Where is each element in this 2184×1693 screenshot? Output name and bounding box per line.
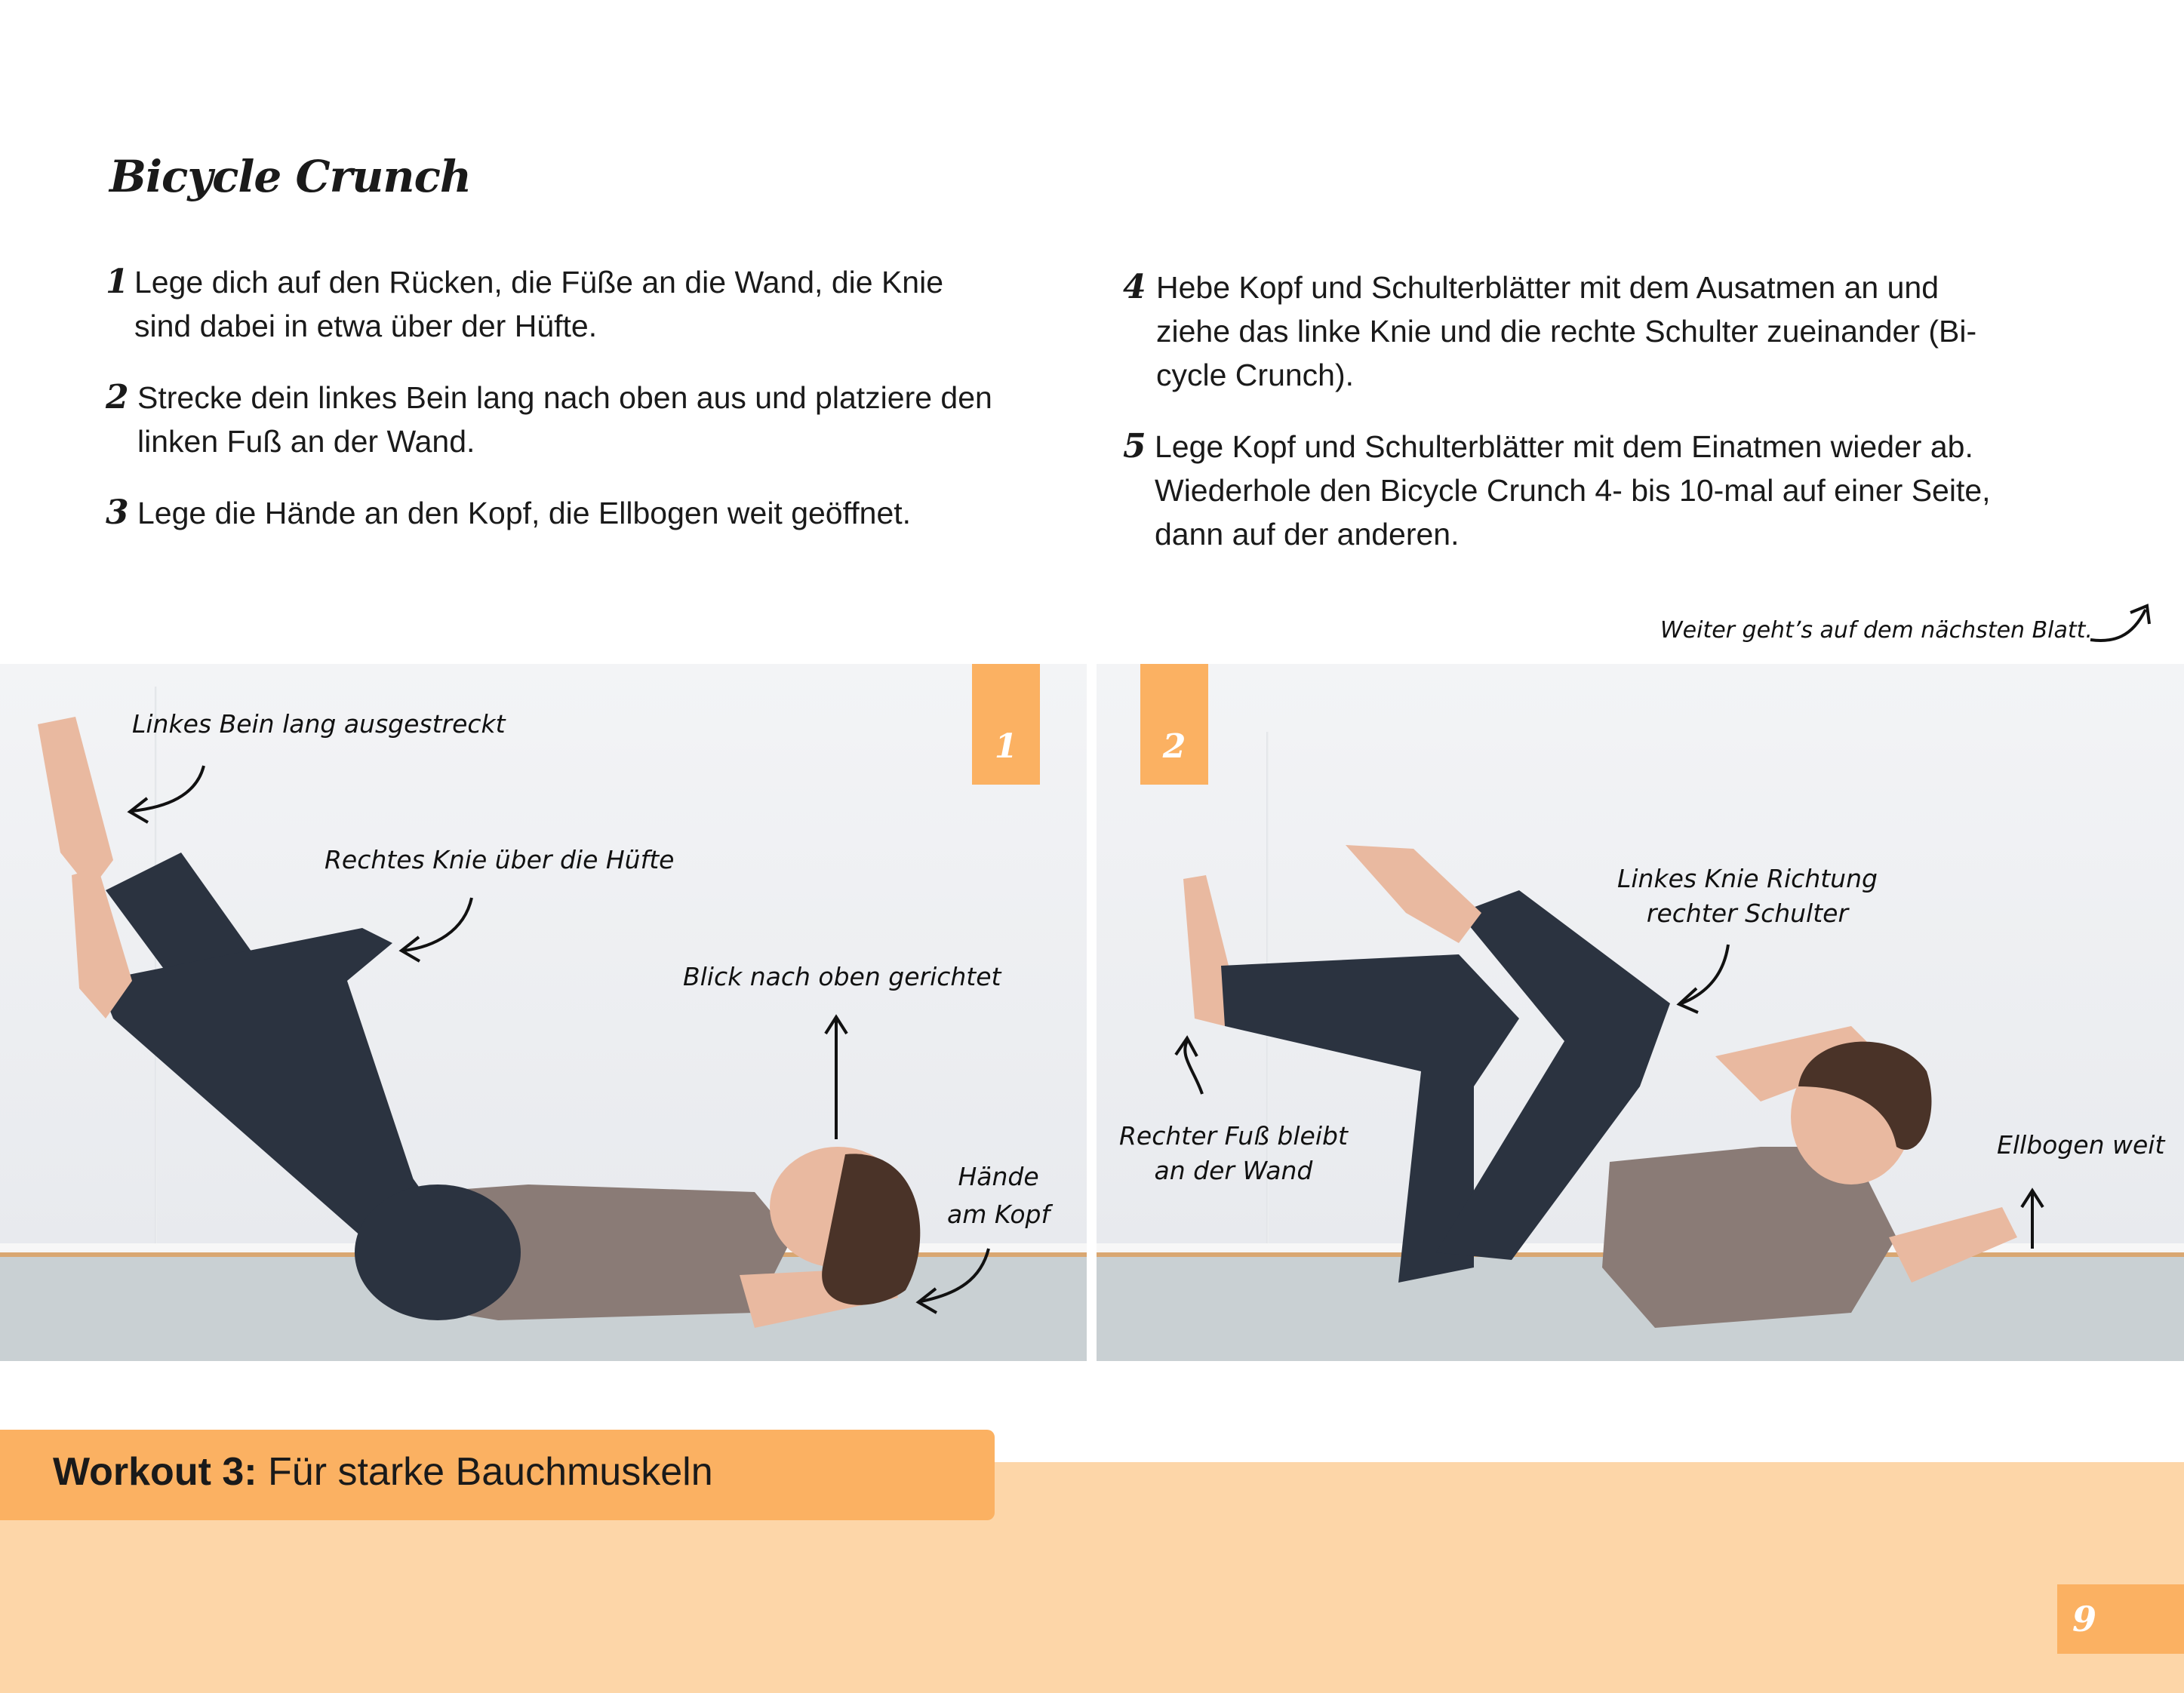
page-title: Bicycle Crunch bbox=[109, 151, 472, 202]
arrow-leg-icon bbox=[132, 766, 204, 811]
step-4-line-1: Hebe Kopf und Schulterblätter mit dem Ausatmen an und bbox=[1156, 270, 1939, 305]
workout-tab bbox=[0, 1430, 995, 1520]
workout-label: Workout 3: bbox=[53, 1450, 257, 1494]
label-leg-extended: Linkes Bein lang ausgestreckt bbox=[132, 709, 506, 739]
step-1-line-2: sind dabei in etwa über der Hüfte. bbox=[134, 309, 598, 343]
step-1-line-1: Lege dich auf den Rücken, die Füße an die Wand, die Knie bbox=[134, 265, 944, 300]
step-3 bbox=[106, 491, 912, 535]
annotation-arrows-1 bbox=[0, 664, 1087, 1361]
label-elbow-wide: Ellbogen weit bbox=[1997, 1130, 2165, 1160]
step-tag-2: 2 bbox=[1140, 664, 1208, 785]
label-knee-line-2: rechter Schulter bbox=[1646, 899, 1849, 928]
step-1 bbox=[106, 260, 944, 348]
step-2-line-2: linken Fuß an der Wand. bbox=[137, 424, 475, 459]
label-foot-line-2: an der Wand bbox=[1154, 1156, 1313, 1185]
label-knee-line-1: Linkes Knie Richtung bbox=[1617, 864, 1878, 893]
step-4-number: 4 bbox=[1123, 268, 1146, 306]
step-5 bbox=[1123, 425, 1991, 556]
label-foot-line-1: Rechter Fuß bleibt bbox=[1119, 1121, 1348, 1151]
label-knee-over-hip: Rechtes Knie über die Hüfte bbox=[325, 845, 675, 874]
step-5-line-1: Lege Kopf und Schulterblätter mit dem Einatmen wieder ab. bbox=[1155, 429, 1973, 464]
workout-title bbox=[53, 1449, 713, 1495]
label-hands-line-2: am Kopf bbox=[947, 1200, 1050, 1229]
step-1-number: 1 bbox=[106, 263, 129, 301]
photo-step-1 bbox=[0, 664, 1087, 1361]
next-page-note: Weiter geht’s auf dem nächsten Blatt. bbox=[1660, 617, 2093, 644]
step-tag-1: 1 bbox=[972, 664, 1040, 785]
workout-subtitle: Für starke Bauchmuskeln bbox=[257, 1450, 713, 1494]
step-2-number: 2 bbox=[106, 378, 129, 416]
annotation-arrows-2 bbox=[1097, 664, 2184, 1361]
label-gaze-up: Blick nach oben gerichtet bbox=[683, 962, 1001, 991]
step-4 bbox=[1123, 266, 1977, 397]
page-number: 9 bbox=[2057, 1584, 2184, 1654]
label-hands-line-1: Hände bbox=[958, 1162, 1039, 1191]
step-2-line-1: Strecke dein linkes Bein lang nach oben aus und platziere den bbox=[137, 380, 992, 415]
step-3-line-1: Lege die Hände an den Kopf, die Ellbogen weit geöffnet. bbox=[137, 496, 912, 530]
step-2 bbox=[106, 376, 992, 463]
step-5-line-3: dann auf der anderen. bbox=[1155, 517, 1460, 552]
photo-step-2 bbox=[1097, 664, 2184, 1361]
step-5-line-2: Wiederhole den Bicycle Crunch 4- bis 10-mal auf einer Seite, bbox=[1155, 473, 1991, 508]
step-4-line-2: ziehe das linke Knie und die rechte Schulter zueinander (Bi- bbox=[1156, 314, 1977, 349]
step-4-line-3: cycle Crunch). bbox=[1156, 358, 1355, 392]
step-3-number: 3 bbox=[106, 493, 129, 532]
step-5-number: 5 bbox=[1123, 427, 1146, 465]
